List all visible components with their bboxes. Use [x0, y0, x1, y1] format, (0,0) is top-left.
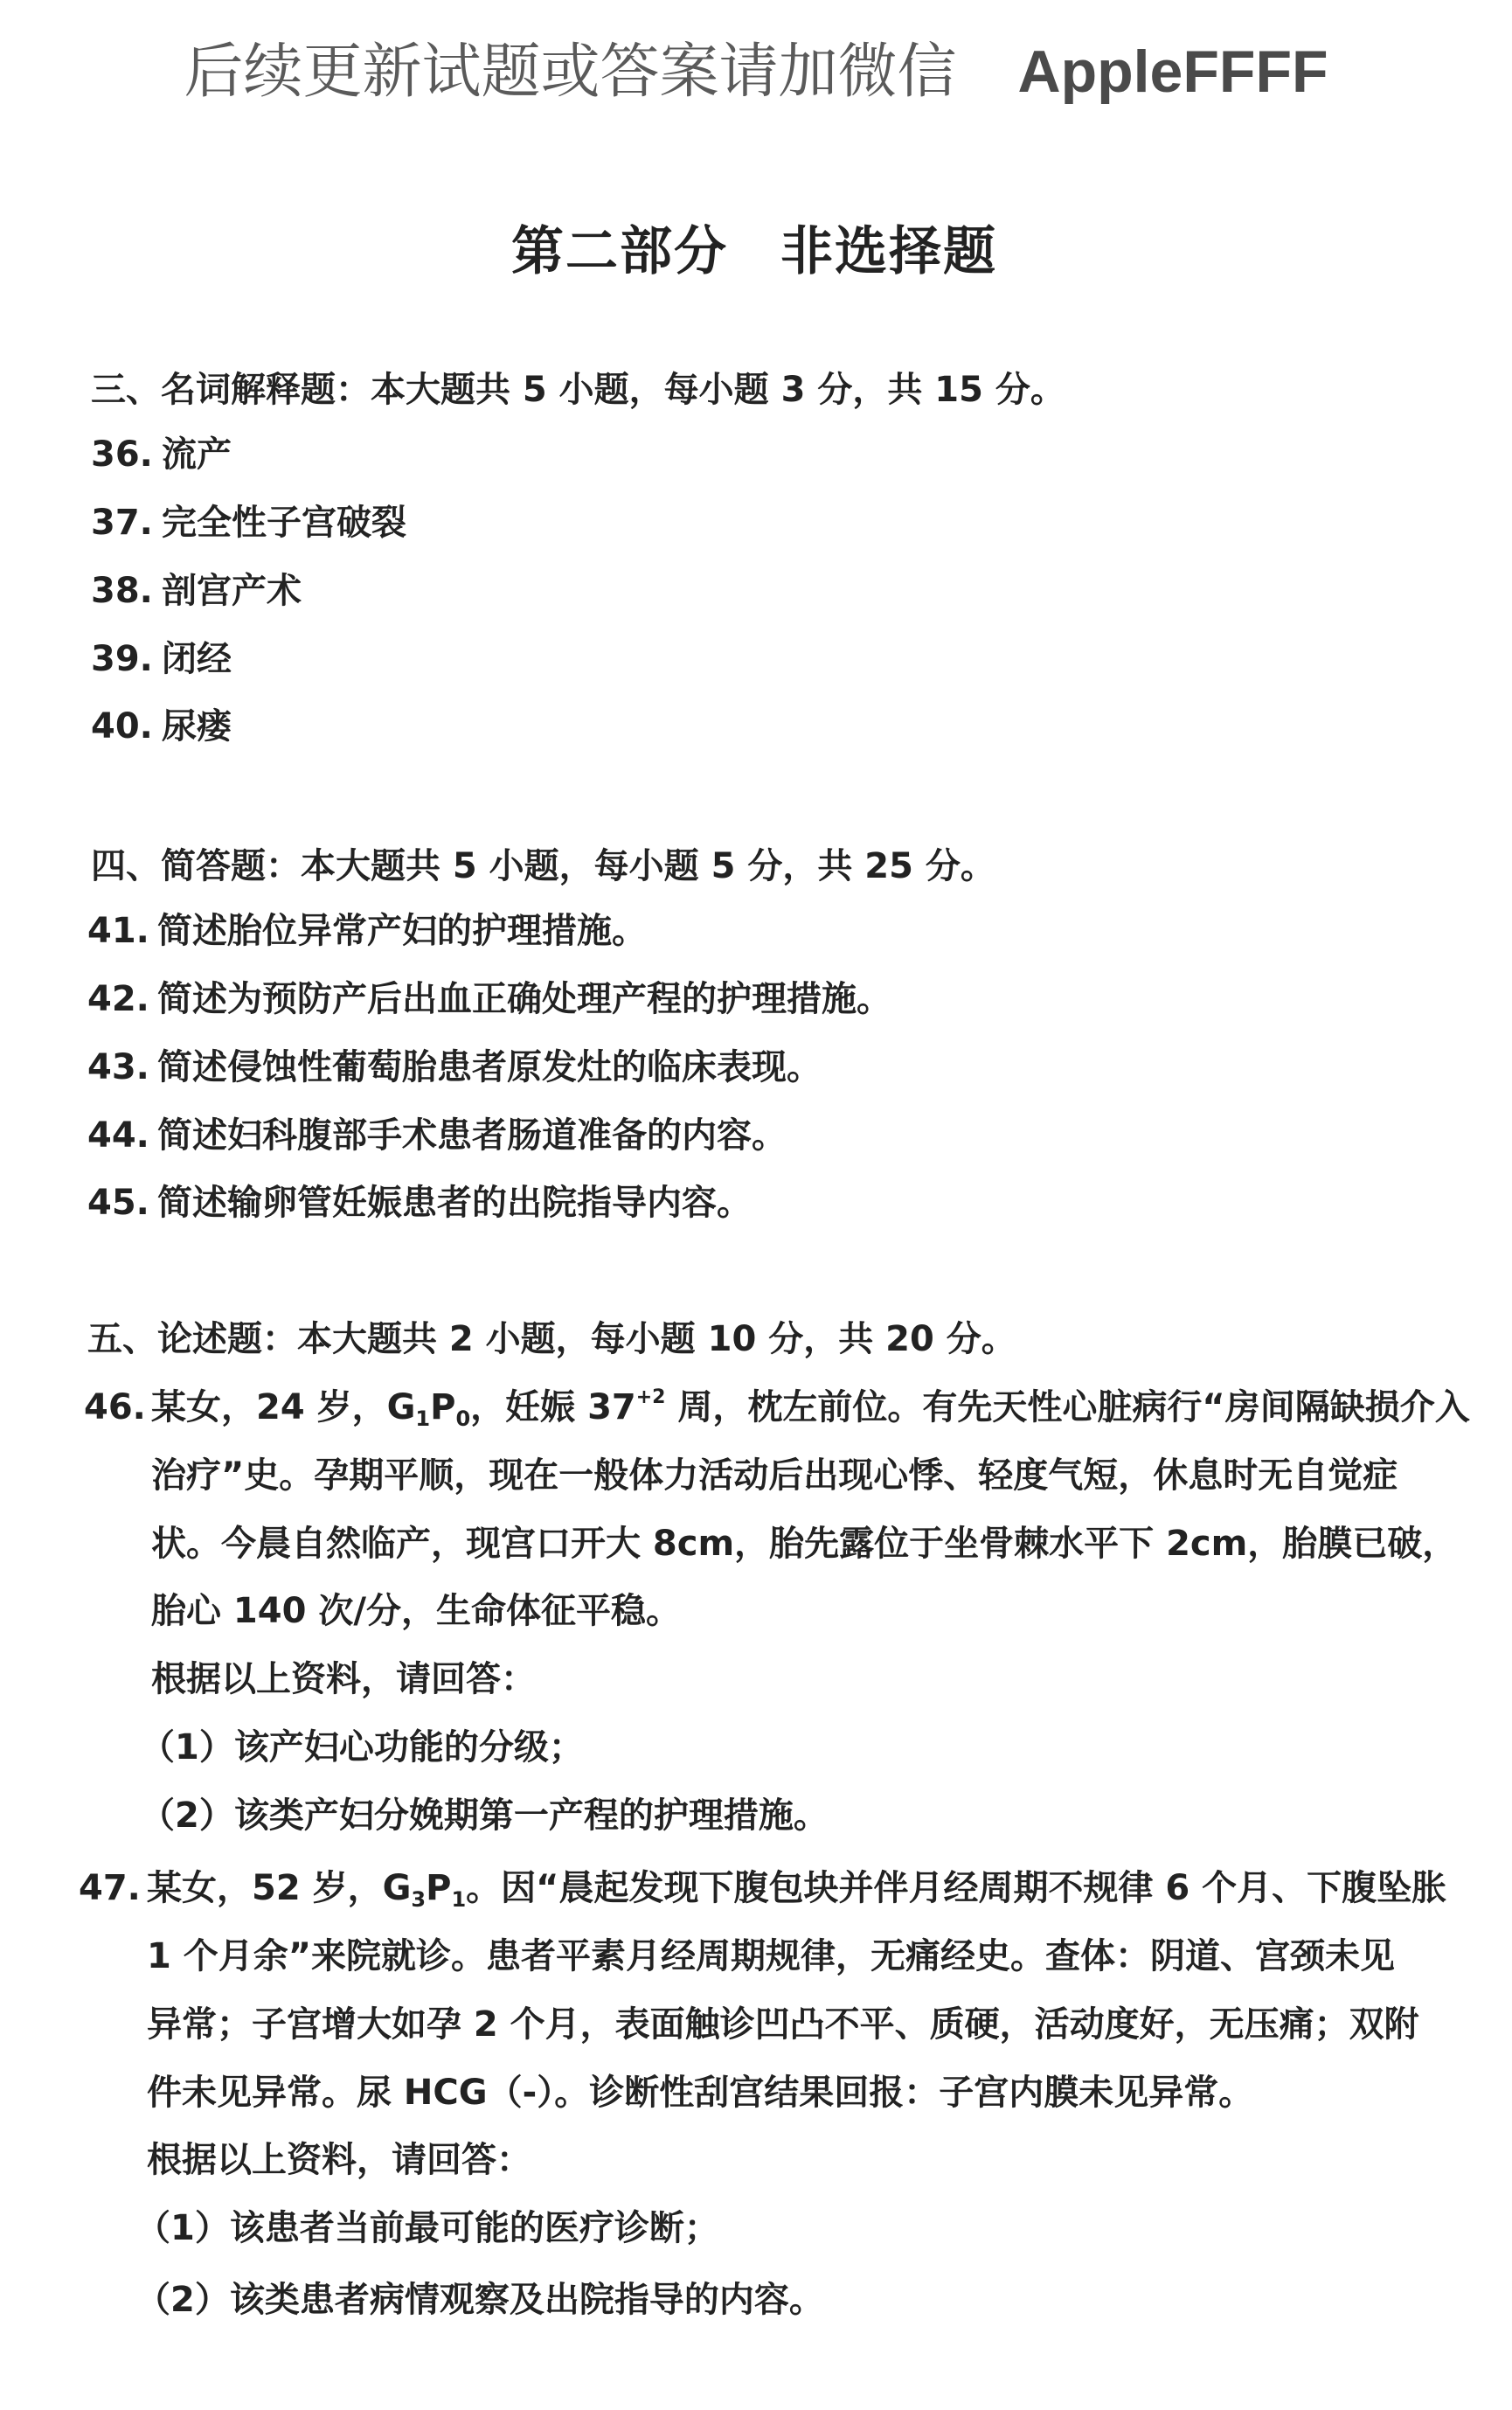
q43-text: 简述侵蚀性葡萄胎患者原发灶的临床表现。 — [157, 1047, 822, 1087]
q42-text: 简述为预防产后出血正确处理产程的护理措施。 — [157, 979, 891, 1019]
q41-text: 简述胎位异常产妇的护理措施。 — [157, 911, 647, 951]
q40-text: 尿瘘 — [162, 706, 232, 747]
section3-heading: 三、名词解释题：本大题共 5 小题，每小题 3 分，共 15 分。 — [91, 370, 1065, 410]
q46-line-2: 治疗”史。孕期平顺，现在一般体力活动后出现心悸、轻度气短，休息时无自觉症 — [151, 1455, 1398, 1496]
q36-text: 流产 — [162, 434, 232, 475]
q47-number: 47. — [79, 1868, 141, 1908]
q47-sub-question-2: （2）该类患者病情观察及出院指导的内容。 — [135, 2280, 824, 2320]
q37-number: 37. — [91, 503, 153, 543]
q46-weeks-sup: +2 — [635, 1386, 666, 1408]
watermark — [0, 24, 1512, 109]
q41-number: 41. — [87, 911, 149, 951]
q47-line-2: 1 个月余”来院就诊。患者平素月经周期规律，无痛经史。查体：阴道、宫颈未见 — [147, 1936, 1396, 1976]
q47-prompt: 根据以上资料，请回答： — [147, 2140, 531, 2180]
q42-number: 42. — [87, 979, 149, 1019]
q40-number: 40. — [91, 706, 153, 747]
q44-number: 44. — [87, 1115, 149, 1156]
q47-para-sub: 1 — [451, 1887, 467, 1912]
q46-line-3: 状。今晨自然临产，现宫口开大 8cm，胎先露位于坐骨棘水平下 2cm，胎膜已破， — [151, 1524, 1458, 1564]
q36-number: 36. — [91, 434, 153, 475]
q46-line1-c: ，妊娠 37 — [470, 1387, 636, 1427]
q46-line-1 — [151, 1385, 1470, 1431]
watermark-text: 后续更新试题或答案请加微信 — [184, 38, 957, 107]
watermark-wechat-id: AppleFFFF — [1017, 38, 1328, 105]
q38-text: 剖宫产术 — [162, 571, 302, 611]
q46-number: 46. — [84, 1387, 146, 1427]
q46-para-sub: 0 — [455, 1406, 471, 1431]
q46-line1-d: 周，枕左前位。有先天性心脏病行“房间隔缺损介入 — [665, 1387, 1470, 1427]
q45-number: 45. — [87, 1183, 149, 1223]
q43-number: 43. — [87, 1047, 149, 1087]
q45-text: 简述输卵管妊娠患者的出院指导内容。 — [157, 1183, 752, 1223]
q46-prompt: 根据以上资料，请回答： — [151, 1659, 536, 1699]
q46-gravida-sub: 1 — [415, 1406, 431, 1431]
q46-line-4: 胎心 140 次/分，生命体征平稳。 — [151, 1591, 681, 1631]
q47-line1-a: 某女，52 岁，G — [147, 1868, 412, 1908]
q46-sub-question-1: （1）该产妇心功能的分级； — [140, 1727, 584, 1768]
title-part: 第二部分 — [511, 221, 728, 282]
page-title — [511, 210, 997, 285]
q47-line-4: 件未见异常。尿 HCG（-）。诊断性刮宫结果回报：子宫内膜未见异常。 — [147, 2073, 1254, 2113]
q47-gravida-sub: 3 — [411, 1887, 427, 1912]
q47-line1-c: 。因“晨起发现下腹包块并伴月经周期不规律 6 个月、下腹坠胀 — [466, 1868, 1447, 1908]
section5-heading: 五、论述题：本大题共 2 小题，每小题 10 分，共 20 分。 — [87, 1319, 1016, 1359]
q46-sub-question-2: （2）该类产妇分娩期第一产程的护理措施。 — [140, 1795, 829, 1836]
q39-number: 39. — [91, 639, 153, 679]
q47-line-3: 异常；子宫增大如孕 2 个月，表面触诊凹凸不平、质硬，活动度好，无压痛；双附 — [147, 2004, 1419, 2045]
q47-sub-question-1: （1）该患者当前最可能的医疗诊断； — [135, 2208, 719, 2248]
q37-text: 完全性子宫破裂 — [162, 503, 406, 543]
q46-line1-b: P — [430, 1387, 456, 1427]
q47-line-1 — [147, 1865, 1447, 1912]
q39-text: 闭经 — [162, 639, 232, 679]
q38-number: 38. — [91, 571, 153, 611]
q46-line1-a: 某女，24 岁，G — [151, 1387, 416, 1427]
q44-text: 简述妇科腹部手术患者肠道准备的内容。 — [157, 1115, 787, 1156]
q47-line1-b: P — [426, 1868, 452, 1908]
title-name: 非选择题 — [780, 221, 997, 282]
section4-heading: 四、简答题：本大题共 5 小题，每小题 5 分，共 25 分。 — [91, 846, 995, 886]
